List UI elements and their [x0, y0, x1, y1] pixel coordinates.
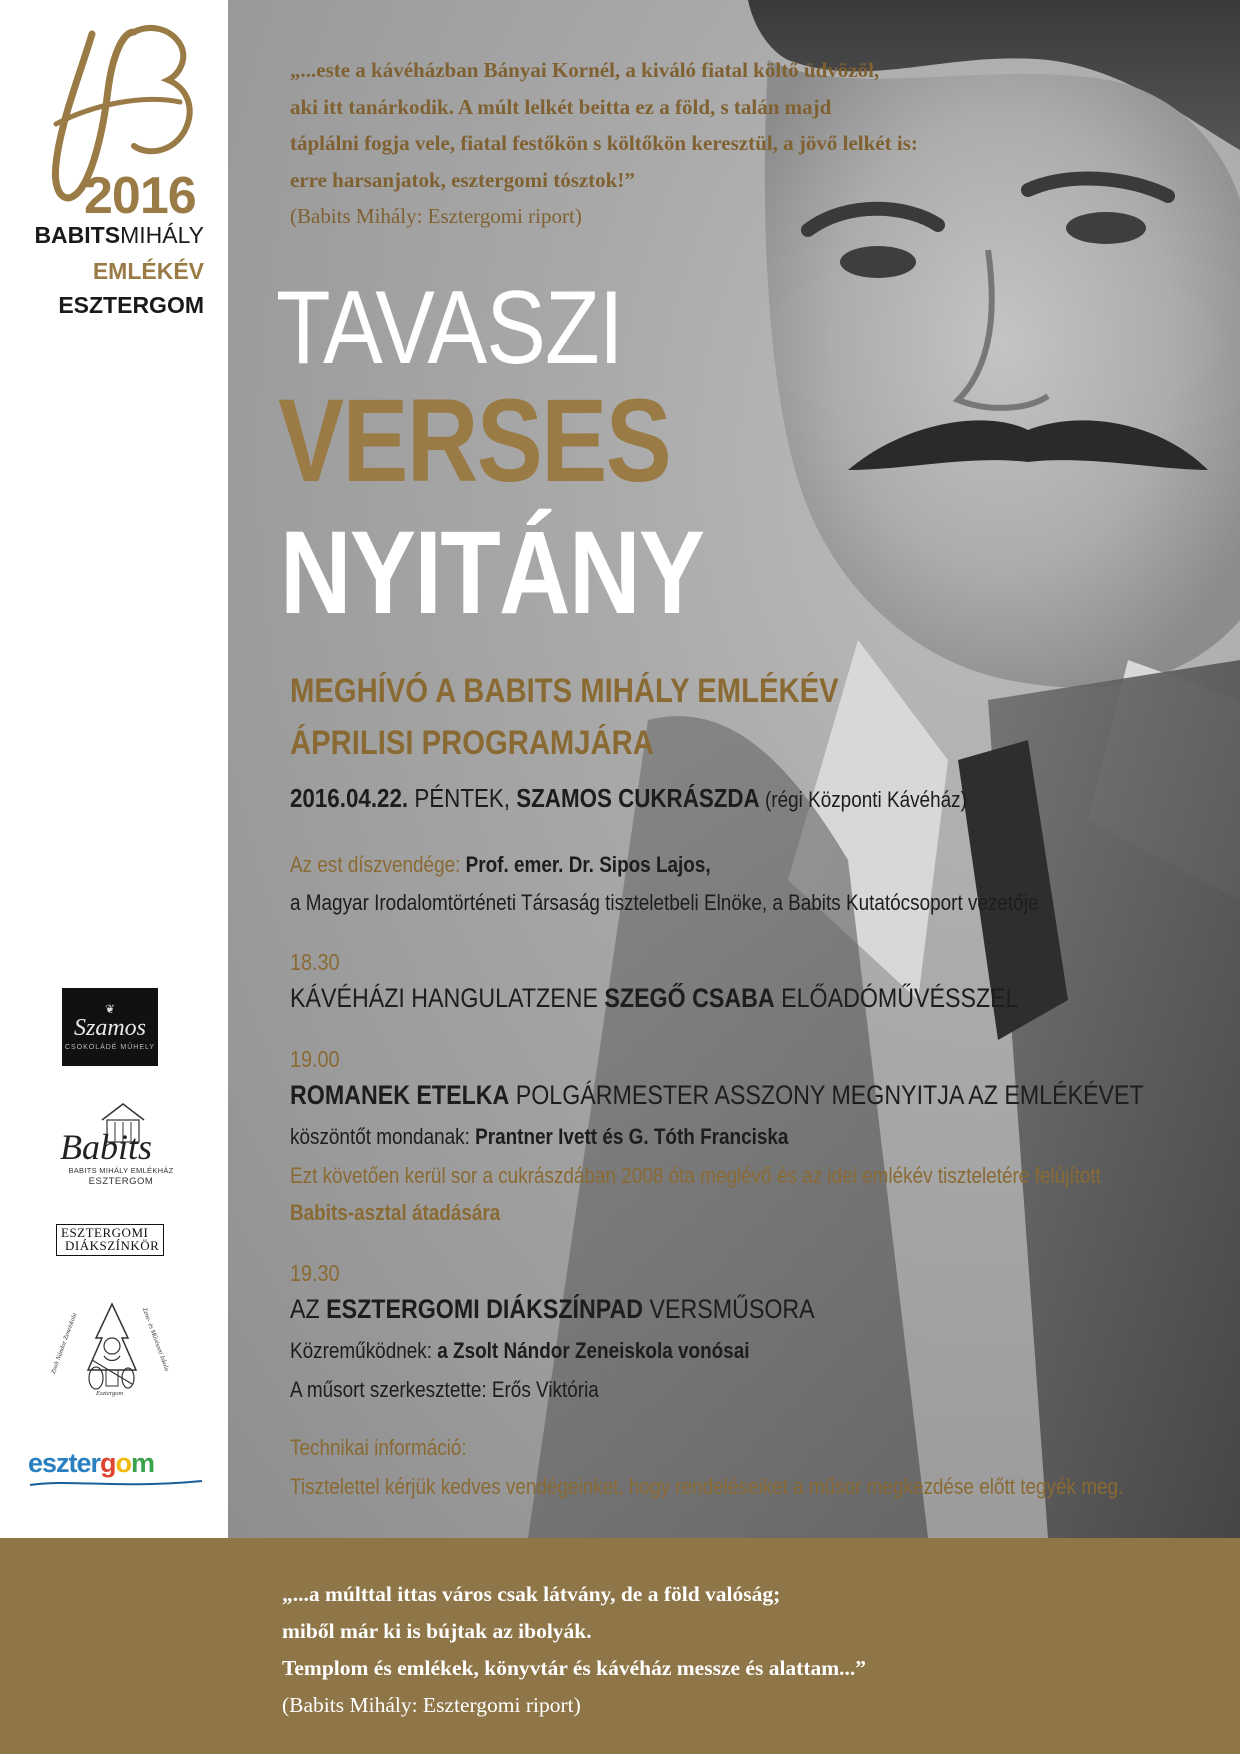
guest-label: Az est díszvendége:	[290, 852, 466, 877]
program-headline-bold: ROMANEK ETELKA	[290, 1080, 510, 1110]
eszt-part-3: o	[115, 1448, 132, 1478]
logo-babits: BABITS	[34, 222, 121, 248]
contributors-label: Közreműködnek:	[290, 1338, 438, 1363]
editor-line: A műsort szerkesztette: Erős Viktória	[290, 1377, 599, 1402]
eszt-part-1: eszter	[28, 1448, 101, 1478]
bottom-quote-line: miből már ki is bújtak az ibolyák.	[282, 1619, 592, 1643]
event-date-line	[290, 785, 967, 811]
program-headline-pre: AZ	[290, 1294, 327, 1324]
babits-emlekhaz-logo	[54, 1100, 184, 1188]
program-headline-pre: KÁVÉHÁZI HANGULATZENE	[290, 983, 605, 1013]
szamos-logo-sub: CSOKOLÁDÉ MŰHELY	[64, 1043, 156, 1051]
diakszinkor-line1: ESZTERGOMI	[61, 1225, 149, 1240]
top-quote-line: „...este a kávéházban Bányai Kornél, a kiváló fiatal költő üdvözöl,	[290, 58, 880, 82]
event-day: PÉNTEK,	[408, 783, 517, 813]
contributors-names: a Zsolt Nándor Zeneiskola vonósai	[437, 1338, 750, 1363]
babits-logo-sub2: ESZTERGOM	[88, 1176, 154, 1187]
title-verses: VERSES	[278, 375, 671, 507]
szamos-logo	[62, 988, 158, 1066]
zsolt-nandor-logo	[49, 1300, 171, 1400]
bottom-quote-line: Templom és emlékek, könyvtár és kávéház messze és alattam...”	[282, 1656, 867, 1680]
program-headline-post: VERSMŰSORA	[643, 1294, 815, 1324]
program-time: 19.00	[290, 1046, 340, 1072]
wave-underline-icon	[28, 1477, 204, 1489]
zsolt-right-text: Zene- és Művészeti Iskola	[140, 1306, 171, 1373]
szamos-logo-name: Szamos	[73, 1015, 146, 1042]
logo-mihaly: MIHÁLY	[120, 222, 204, 248]
guest-line	[290, 854, 711, 876]
diakszinkor-logo	[56, 1224, 164, 1256]
speakers-label: köszöntőt mondanak:	[290, 1124, 476, 1149]
event-venue: SZAMOS CUKRÁSZDA	[516, 783, 760, 813]
logo-line-babits-mihaly	[34, 224, 204, 247]
technical-title: Technikai információ:	[290, 1435, 467, 1460]
program-headline	[290, 1296, 815, 1323]
program-headline	[290, 1082, 1144, 1109]
program-note-line1: Ezt követően kerül sor a cukrászdában 2008 óta meglévő és az idei emlékév tiszteletére felújított	[290, 1163, 1101, 1188]
title-tavaszi: TAVASZI	[276, 270, 623, 386]
babits-logo-sub1: BABITS MIHÁLY EMLÉKHÁZ	[68, 1166, 174, 1175]
program-headline-post: ELŐADÓMŰVÉSSZEL	[774, 983, 1019, 1013]
top-quote-line: erre harsanjatok, esztergomi tósztok!”	[290, 167, 635, 192]
top-quote	[290, 52, 918, 235]
top-quote-line: aki itt tanárkodik. A múlt lelkét beitta ez a föld, s talán majd	[290, 94, 832, 119]
program-headline	[290, 985, 1019, 1012]
bottom-quote-source: (Babits Mihály: Esztergomi riport)	[282, 1693, 581, 1717]
esztergom-city-logo	[28, 1450, 204, 1490]
babits-logo-name: Babits	[60, 1127, 153, 1167]
program-headline-post: POLGÁRMESTER ASSZONY MEGNYITJA AZ EMLÉKÉVET	[509, 1080, 1144, 1110]
bottom-quote-line: „...a múlttal ittas város csak látvány, de a föld valóság;	[282, 1582, 781, 1606]
diakszinkor-line2: DIÁKSZÍNKÖR	[65, 1238, 160, 1253]
top-quote-line: táplálni fogja vele, fiatal festőkön s költőkön keresztül, a jövő lelkét is:	[290, 131, 918, 156]
guest-description: a Magyar Irodalomtörténeti Társaság tiszteletbeli Elnöke, a Babits Kutatócsoport vezetője	[290, 890, 1039, 915]
contributors-line	[290, 1340, 749, 1362]
zsolt-bottom-text: Esztergom	[96, 1390, 124, 1397]
program-headline-bold: SZEGŐ CSABA	[604, 983, 775, 1013]
top-quote-source: (Babits Mihály: Esztergomi riport)	[290, 204, 582, 229]
subtitle-line2: ÁPRILISI PROGRAMJÁRA	[290, 724, 654, 762]
crown-icon: ❦	[104, 1002, 116, 1017]
event-date: 2016.04.22.	[290, 783, 409, 813]
program-headline-bold: ESZTERGOMI DIÁKSZÍNPAD	[326, 1294, 644, 1324]
logo-year: 2016	[84, 167, 196, 225]
event-venue-note: (régi Központi Kávéház)	[759, 787, 967, 812]
sidebar	[0, 0, 228, 1538]
logo-emlekev: EMLÉKÉV	[92, 258, 204, 284]
guest-name: Prof. emer. Dr. Sipos Lajos,	[465, 852, 711, 877]
logo-esztergom: ESZTERGOM	[58, 292, 204, 318]
esztergom-city-wordmark	[28, 1450, 204, 1477]
program-time: 19.30	[290, 1260, 340, 1286]
zsolt-left-text: Zsolt Nándor Zeneiskola	[49, 1312, 79, 1375]
eszt-part-2: g	[100, 1448, 116, 1478]
subtitle-line1: MEGHÍVÓ A BABITS MIHÁLY EMLÉKÉV	[290, 672, 839, 710]
speakers-line	[290, 1126, 788, 1148]
title-nyitany: NYITÁNY	[280, 507, 704, 639]
speakers-names: Prantner Ivett és G. Tóth Franciska	[475, 1124, 789, 1149]
program-note-line2: Babits-asztal átadására	[290, 1200, 501, 1225]
program-time: 18.30	[290, 949, 340, 975]
technical-text: Tisztelettel kérjük kedves vendégeinket, hogy rendeléseiket a műsor megkezdése előtt tegyék meg.	[290, 1474, 1124, 1499]
bottom-quote	[282, 1576, 866, 1724]
eszt-part-4: m	[131, 1448, 155, 1478]
